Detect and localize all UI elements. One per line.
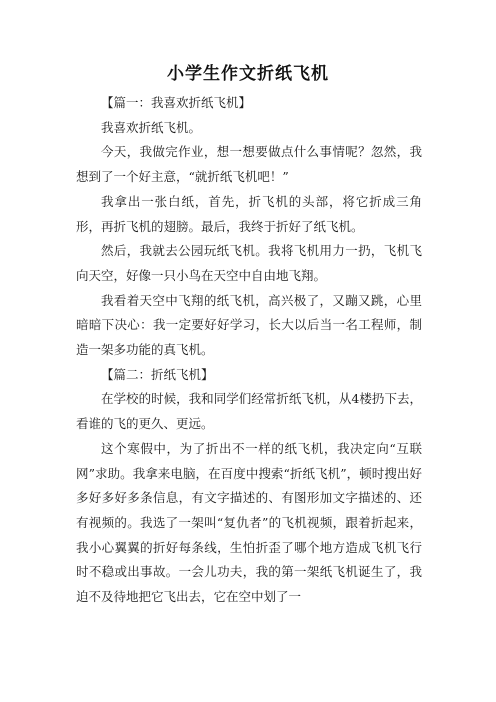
paragraph: 今天，我做完作业，想一想要做点什么事情呢？忽然，我想到了一个好主意，“就折纸飞机吧！” [76,144,422,185]
section-heading-2: 【篇二：折纸飞机】 [101,366,214,382]
paragraph: 然后，我就去公园玩纸飞机。我将飞机用力一扔，飞机飞向天空，好像一只小鸟在天空中自由地飞翔。 [76,243,422,283]
paragraph: 我喜欢折纸飞机。 [101,119,202,135]
paragraph: 在学校的时候，我和同学们经常折纸飞机，从4楼扔下去，看谁的飞的更久、更远。 [76,391,422,432]
paragraph: 我拿出一张白纸，首先，折飞机的头部，将它折成三角形，再折飞机的翅膀。最后，我终于折好了纸飞机。 [76,193,422,234]
paragraph: 我看着天空中飞翔的纸飞机，高兴极了，又蹦又跳，心里暗暗下决心：我一定要好好学习，长大以后当一名工程师，制造一架多功能的真飞机。 [76,292,422,358]
document-title: 小学生作文折纸飞机 [167,64,329,84]
paragraph: 这个寒假中，为了折出不一样的纸飞机，我决定向“互联网”求助。我拿来电脑，在百度中搜索“折纸飞机”，顿时搜出好多好多好多条信息，有文字描述的、有图形加文字描述的、还有视频的。我选了一架叫“复仇者”的飞机视频，跟着折起来，我小心翼翼的折好每条线，生怕折歪了哪个地方造成飞机飞行时不稳或出事故。一会儿功夫，我的第一架纸飞机诞生了，我迫不及待地把它飞出去，它在空中划了一 [76,440,422,605]
section-heading-1: 【篇一：我喜欢折纸飞机】 [101,95,252,110]
document-body [76,91,422,610]
